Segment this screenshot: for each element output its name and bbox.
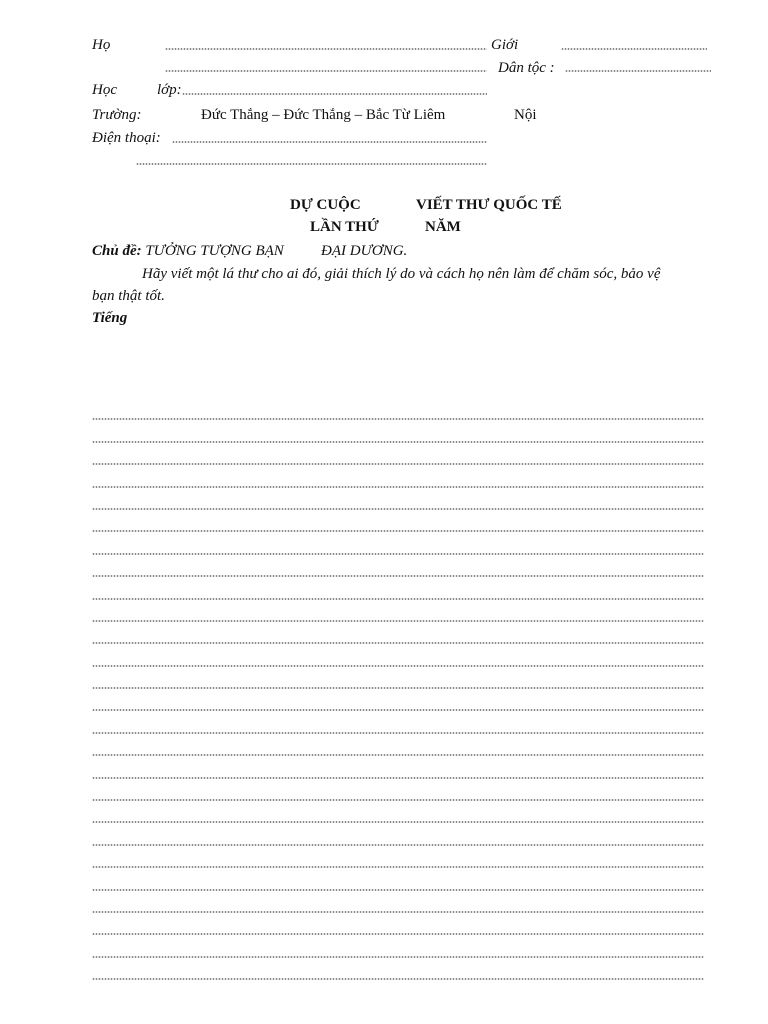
- school-label: Trường:: [92, 107, 142, 123]
- instructions-line1: Hãy viết một lá thư cho ai đó, giải thích lý do và cách họ nên làm để chăm sóc, bảo vệ: [142, 266, 661, 282]
- topic-value: TƯỞNG TƯỢNG BẠN: [145, 243, 284, 259]
- phone-label: Điện thoại:: [92, 130, 161, 146]
- name-label: Họ: [92, 37, 111, 53]
- class-field[interactable]: [182, 93, 487, 95]
- heading-line1-part2: VIẾT THƯ QUỐC TẾ: [416, 197, 562, 213]
- writing-area[interactable]: [92, 408, 704, 990]
- writing-line[interactable]: [92, 968, 704, 990]
- class-label-suffix: lớp:: [157, 82, 182, 98]
- heading-line2-part1: LẦN THỨ: [310, 219, 379, 235]
- name-field-continued[interactable]: [165, 70, 487, 72]
- gender-label: Giới: [491, 37, 519, 53]
- writing-line[interactable]: [92, 654, 704, 676]
- writing-line[interactable]: [92, 744, 704, 766]
- writing-line[interactable]: [92, 498, 704, 520]
- writing-line[interactable]: [92, 587, 704, 609]
- writing-line[interactable]: [92, 408, 704, 430]
- writing-line[interactable]: [92, 699, 704, 721]
- language-label: Tiếng: [92, 310, 128, 326]
- topic-value-end: ĐẠI DƯƠNG.: [321, 243, 408, 259]
- writing-line[interactable]: [92, 721, 704, 743]
- writing-line[interactable]: [92, 542, 704, 564]
- school-value-city: Nội: [514, 107, 537, 123]
- instructions-line2: bạn thật tốt.: [92, 288, 165, 304]
- topic-label: Chủ đề:: [92, 243, 142, 259]
- writing-line[interactable]: [92, 878, 704, 900]
- gender-field[interactable]: [561, 48, 707, 50]
- writing-line[interactable]: [92, 766, 704, 788]
- phone-field-continued[interactable]: [136, 163, 487, 165]
- writing-line[interactable]: [92, 610, 704, 632]
- writing-line[interactable]: [92, 475, 704, 497]
- phone-field[interactable]: [172, 141, 487, 143]
- school-value: Đức Thắng – Đức Thắng – Bắc Từ Liêm: [201, 107, 446, 123]
- writing-line[interactable]: [92, 856, 704, 878]
- writing-line[interactable]: [92, 945, 704, 967]
- writing-line[interactable]: [92, 789, 704, 811]
- writing-line[interactable]: [92, 430, 704, 452]
- heading-line1-part1: DỰ CUỘC: [290, 197, 361, 213]
- writing-line[interactable]: [92, 833, 704, 855]
- topic-line: [92, 240, 284, 262]
- writing-line[interactable]: [92, 632, 704, 654]
- ethnicity-field[interactable]: [565, 70, 711, 72]
- writing-line[interactable]: [92, 677, 704, 699]
- writing-line[interactable]: [92, 453, 704, 475]
- heading-line2-part2: NĂM: [425, 219, 461, 235]
- writing-line[interactable]: [92, 923, 704, 945]
- class-label: Học: [92, 82, 117, 98]
- writing-line[interactable]: [92, 565, 704, 587]
- writing-line[interactable]: [92, 901, 704, 923]
- name-field[interactable]: [165, 48, 487, 50]
- writing-line[interactable]: [92, 811, 704, 833]
- ethnicity-label: Dân tộc :: [498, 60, 555, 76]
- writing-line[interactable]: [92, 520, 704, 542]
